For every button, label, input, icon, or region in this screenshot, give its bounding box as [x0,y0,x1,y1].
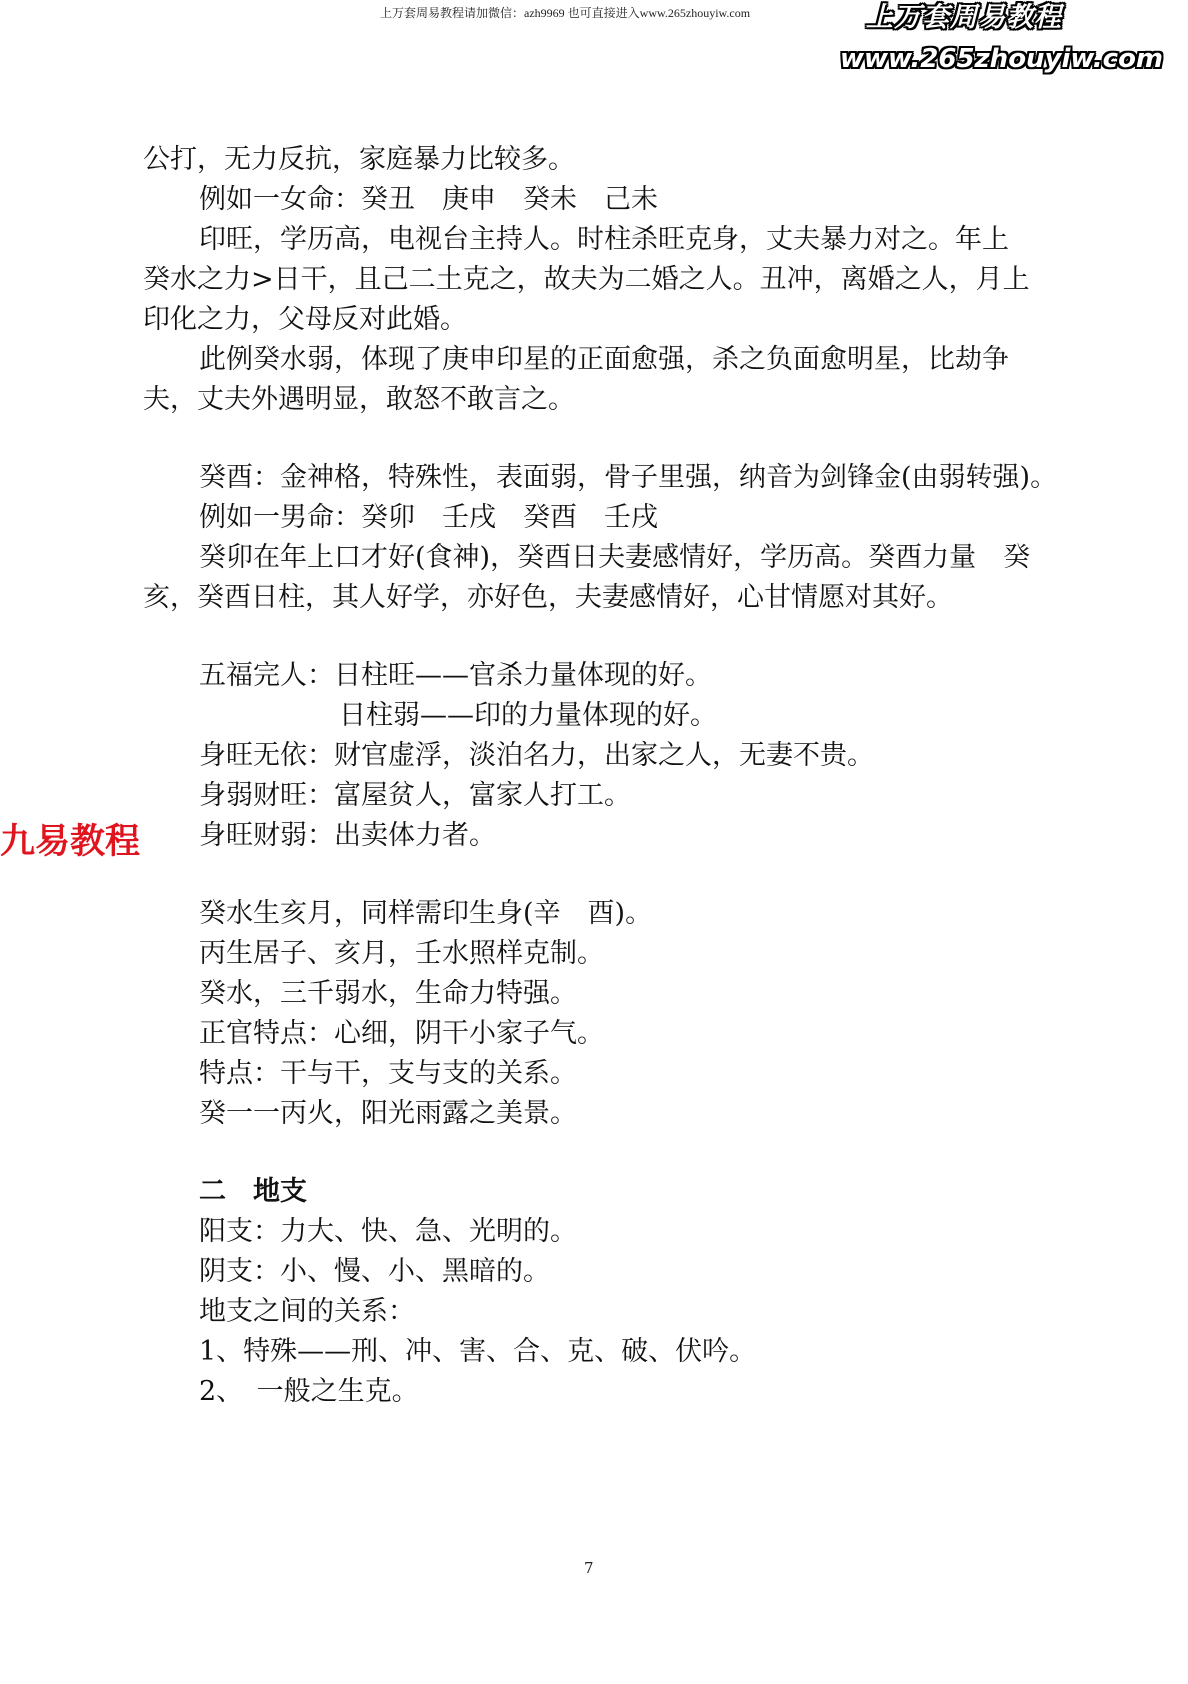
paragraph-line: 癸水生亥月，同样需印生身(辛 酉)。 [199,898,653,929]
paragraph-line: 癸酉：金神格，特殊性，表面弱，骨子里强，纳音为剑锋金(由弱转强)。 [199,462,1058,493]
paragraph-line: 此例癸水弱，体现了庚申印星的正面愈强，杀之负面愈明星，比劫争 [199,344,1009,375]
paragraph-line: 癸水，三千弱水，生命力特强。 [199,978,577,1009]
paragraph-line: 例如一女命：癸丑 庚申 癸未 己未 [199,184,658,215]
paragraph-line: 正官特点：心细，阴干小家子气。 [199,1018,604,1049]
paragraph-line: 癸卯在年上口才好(食神)，癸酉日夫妻感情好，学历高。癸酉力量 癸 [199,542,1031,573]
paragraph-line: 印化之力，父母反对此婚。 [143,304,467,335]
paragraph-line: 阴支：小、慢、小、黑暗的。 [199,1256,550,1287]
paragraph-line: 地支之间的关系： [199,1296,415,1327]
paragraph-line: 亥，癸酉日柱，其人好学，亦好色，夫妻感情好，心甘情愿对其好。 [143,582,953,613]
paragraph-line: 癸水之力>日干，且己二土克之，故夫为二婚之人。丑冲，离婚之人，月上 [143,264,1030,295]
paragraph-gap [143,420,1048,458]
paragraph-line: 阳支：力大、快、急、光明的。 [199,1216,577,1247]
brand-url-logo: www.265zhouyiw.com [840,44,1164,74]
paragraph-line: 公打，无力反抗，家庭暴力比较多。 [143,144,575,175]
paragraph-line: 五福完人：日柱旺——官杀力量体现的好。 [199,660,712,691]
paragraph-line: 1、特殊——刑、冲、害、合、克、破、伏吟。 [199,1336,757,1367]
paragraph-gap [143,1134,1048,1172]
paragraph-line: 印旺，学历高，电视台主持人。时柱杀旺克身，丈夫暴力对之。年上 [199,224,1009,255]
paragraph-gap [143,856,1048,894]
paragraph-gap [143,618,1048,656]
header-note: 上万套周易教程请加微信：azh9969 也可直接进入www.265zhouyiw.com [380,6,751,20]
page-number: 7 [584,1559,594,1577]
paragraph-line: 特点：干与干，支与支的关系。 [199,1058,577,1089]
paragraph-line: 身旺财弱：出卖体力者。 [199,820,496,851]
paragraph-line: 2、 一般之生克。 [199,1376,419,1407]
paragraph-line: 癸一一丙火，阳光雨露之美景。 [199,1098,577,1129]
brand-title-logo: 上万套周易教程 [866,2,1062,33]
paragraph-line: 例如一男命：癸卯 壬戌 癸酉 壬戌 [199,502,658,533]
paragraph-line: 日柱弱——印的力量体现的好。 [339,700,717,731]
paragraph-line: 丙生居子、亥月，壬水照样克制。 [199,938,604,969]
paragraph-line: 夫，丈夫外遇明显，敢怒不敢言之。 [143,384,575,415]
paragraph-line: 身旺无依：财官虚浮，淡泊名力，出家之人，无妻不贵。 [199,740,874,771]
section-heading: 二 地支 [199,1176,307,1207]
document-body [143,140,1058,1412]
side-watermark: 九易教程 [0,822,141,862]
paragraph-line: 身弱财旺：富屋贫人，富家人打工。 [199,780,631,811]
